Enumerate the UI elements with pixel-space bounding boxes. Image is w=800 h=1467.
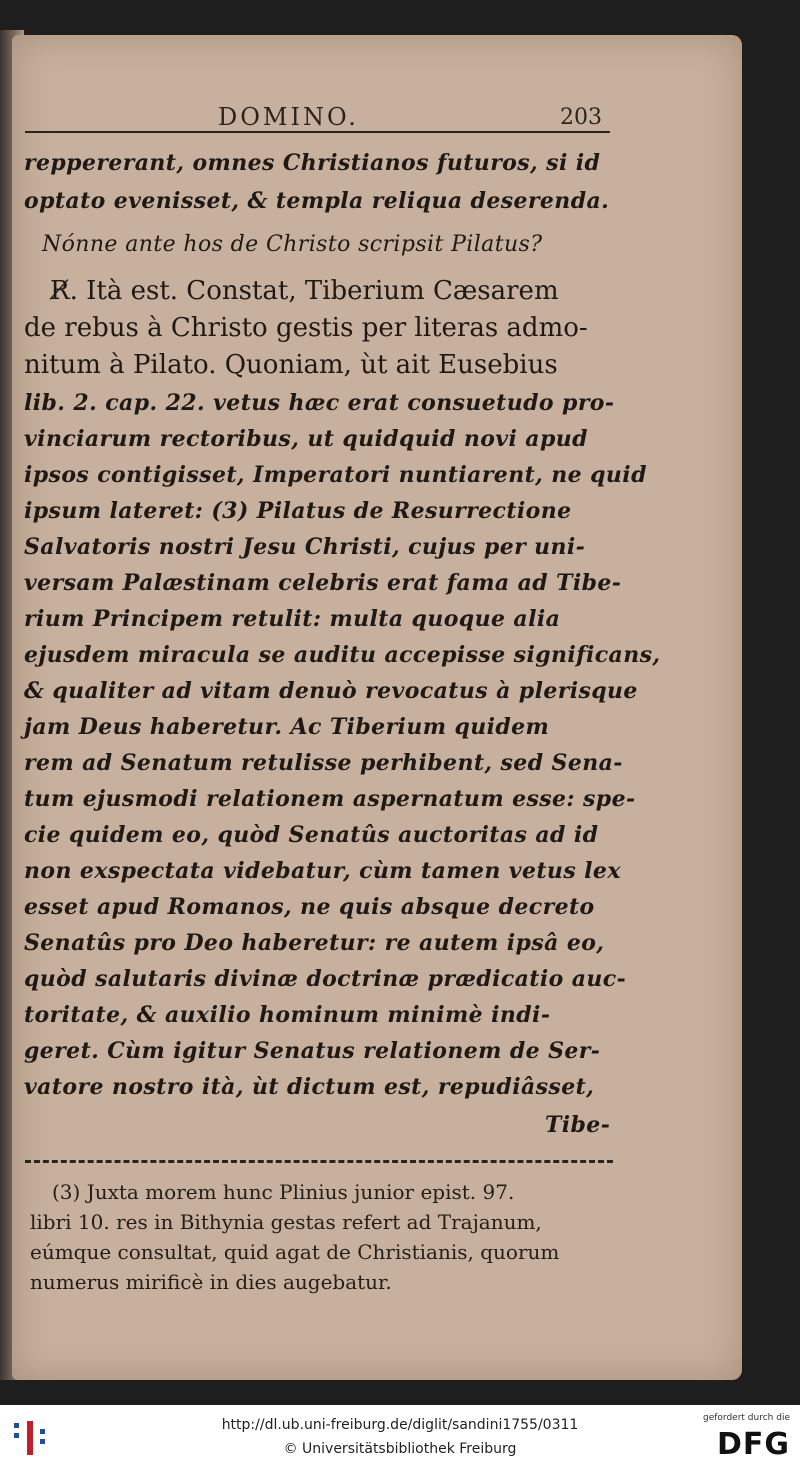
catchword: Tibe- xyxy=(545,1112,611,1138)
body-line: rium Principem retulit: multa quoque alia xyxy=(24,606,561,632)
header-rule xyxy=(25,131,610,133)
page-number: 203 xyxy=(560,105,602,130)
footnote-line: (3) Juxta morem hunc Plinius junior epist. 97. xyxy=(52,1180,515,1204)
body-line: versam Palæstinam celebris erat fama ad Tibe- xyxy=(24,570,622,596)
body-line: ejusdem miracula se auditu accepisse significans, xyxy=(24,642,661,668)
footnote-separator xyxy=(25,1160,613,1163)
body-line: ipsum lateret: (3) Pilatus de Resurrectione xyxy=(24,498,572,524)
body-line: vatore nostro ità, ùt dictum est, repudiâsset, xyxy=(24,1074,595,1100)
body-line: cie quidem eo, quòd Senatûs auctoritas ad id xyxy=(24,822,599,848)
body-line: Senatûs pro Deo haberetur: re autem ipsâ eo, xyxy=(24,930,605,956)
body-line: Salvatoris nostri Jesu Christi, cujus per uni- xyxy=(24,534,586,560)
body-line: rem ad Senatum retulisse perhibent, sed Sena- xyxy=(24,750,623,776)
footnote-line: libri 10. res in Bithynia gestas refert ad Trajanum, xyxy=(30,1210,542,1234)
body-line: lib. 2. cap. 22. vetus hæc erat consuetudo pro- xyxy=(24,390,615,416)
body-line: optato evenisset, & templa reliqua deserenda. xyxy=(24,188,610,214)
body-line: toritate, & auxilio hominum minimè indi- xyxy=(24,1002,551,1028)
body-line: de rebus à Christo gestis per literas admo- xyxy=(24,313,588,343)
page-header xyxy=(0,103,800,133)
viewer-footer xyxy=(0,1405,800,1467)
body-line: & qualiter ad vitam denuò revocatus à plerisque xyxy=(24,678,638,704)
body-line: R̸. Ità est. Constat, Tiberium Cæsarem xyxy=(50,276,559,306)
dfg-logo: DFG xyxy=(716,1427,790,1462)
body-line: jam Deus haberetur. Ac Tiberium quidem xyxy=(24,714,550,740)
body-line: tum ejusmodi relationem aspernatum esse: spe- xyxy=(24,786,636,812)
body-line: quòd salutaris divinæ doctrinæ prædicatio auc- xyxy=(24,966,627,992)
body-line: esset apud Romanos, ne quis absque decreto xyxy=(24,894,595,920)
permalink-url[interactable]: http://dl.ub.uni-freiburg.de/diglit/sandini1755/0311 xyxy=(221,1417,579,1433)
body-line: non exspectata videbatur, cùm tamen vetus lex xyxy=(24,858,621,884)
copyright-text: © Universitätsbibliothek Freiburg xyxy=(283,1441,517,1457)
sponsor-note: gefordert durch die xyxy=(703,1413,790,1423)
body-line: vinciarum rectoribus, ut quidquid novi apud xyxy=(24,426,588,452)
footnote-line: eúmque consultat, quid agat de Christianis, quorum xyxy=(30,1240,560,1264)
body-line: ipsos contigisset, Imperatori nuntiarent, ne quid xyxy=(24,462,647,488)
body-line: reppererant, omnes Christianos futuros, si id xyxy=(24,150,601,176)
running-title: DOMINO. xyxy=(218,103,359,131)
body-line: nitum à Pilato. Quoniam, ùt ait Eusebius xyxy=(24,350,558,380)
body-line: geret. Cùm igitur Senatus relationem de Ser- xyxy=(24,1038,601,1064)
question-line: Nónne ante hos de Christo scripsit Pilatus? xyxy=(42,232,543,257)
footnote-line: numerus mirificè in dies augebatur. xyxy=(30,1270,392,1294)
